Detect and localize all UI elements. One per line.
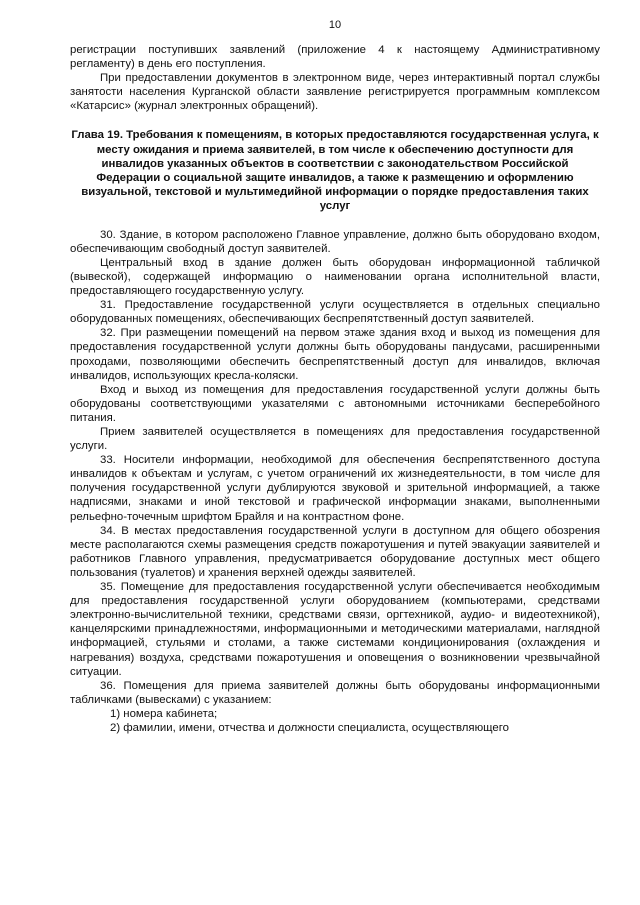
paragraph-32-reception: Прием заявителей осуществляется в помещениях для предоставления государственной услуги. xyxy=(70,426,600,453)
paragraph-32: 32. При размещении помещений на первом этаже здания вход и выход из помещения для предоставления государственной услуги должны быть оборудованы пандусами, расширенными проходами, позволяющими обеспечить беспрепятственный доступ для инвалидов, включая инвалидов, использующих кресла-коляски. xyxy=(70,327,600,382)
document-page xyxy=(70,18,600,735)
page-number: 10 xyxy=(328,19,342,31)
paragraph-electronic-submission: При предоставлении документов в электронном виде, через интерактивный портал службы занятости населения Курганской области заявление регистрируется программным комплексом «Катарсис» (журнал электронных обращений). xyxy=(70,72,600,113)
paragraph-32-signs: Вход и выход из помещения для предоставления государственной услуги должны быть оборудованы соответствующими указателями с автономными источниками бесперебойного питания. xyxy=(70,383,600,424)
paragraph-continued: регистрации поступивших заявлений (приложение 4 к настоящему Административному регламенту) в день его поступления. xyxy=(70,44,600,71)
list-item: 2) фамилии, имени, отчества и должности специалиста, осуществляющего xyxy=(110,721,509,734)
paragraph-34: 34. В местах предоставления государственной услуги в доступном для общего обозрения месте располагаются схемы размещения средств пожаротушения и путей эвакуации заявителей и работников Главного управления, предусматривается оборудование доступных мест общего пользования (туалетов) и хранения верхней одежды заявителей. xyxy=(70,524,600,579)
paragraph-35: 35. Помещение для предоставления государственной услуги обеспечивается необходимым для предоставления государственной услуги оборудованием (компьютерами, средствами электронно-вычислительной техники, средствами связи, оргтехникой, аудио- и видеотехникой), канцелярскими принадлежностями, информационными и методическими материалами, наглядной информацией, стульями и столами, а также системами кондиционирования (охлаждения и нагревания) воздуха, средствами пожаротушения и оповещения о возникновении чрезвычайной ситуации. xyxy=(70,581,600,678)
paragraph-33: 33. Носители информации, необходимой для обеспечения беспрепятственного доступа инвалидов к объектам и услугам, с учетом ограничений их жизнедеятельности, в том числе для получения государственной услуги дублируются звуковой и зрительной информацией, а также надписями, знаками и иной текстовой и графической информации знаками, выполненными рельефно-точечным шрифтом Брайля и на контрастном фоне. xyxy=(70,454,600,523)
paragraph-30: 30. Здание, в котором расположено Главное управление, должно быть оборудовано входом, обеспечивающим свободный доступ заявителей. xyxy=(70,228,600,255)
chapter-heading: Глава 19. Требования к помещениям, в которых предоставляются государственная услуга, к месту ожидания и приема заявителей, в том числе к обеспечению доступности для инвалидов указанных объектов в соответствии с законодательством Российской Федерации о социальной защите инвалидов, а также к размещению и оформлению визуальной, текстовой и мультимедийной информации о порядке предоставления таких услуг xyxy=(71,129,599,213)
paragraph-30-entrance: Центральный вход в здание должен быть оборудован информационной табличкой (вывеской), содержащей информацию о наименовании органа исполнительной власти, предоставляющего государственную услугу. xyxy=(70,256,600,298)
paragraph-31: 31. Предоставление государственной услуги осуществляется в отдельных специально оборудованных помещениях, обеспечивающих беспрепятственный доступ заявителей. xyxy=(70,299,600,326)
paragraph-36: 36. Помещения для приема заявителей должны быть оборудованы информационными табличками (вывесками) с указанием: xyxy=(70,679,600,706)
list-item: 1) номера кабинета; xyxy=(110,707,218,720)
